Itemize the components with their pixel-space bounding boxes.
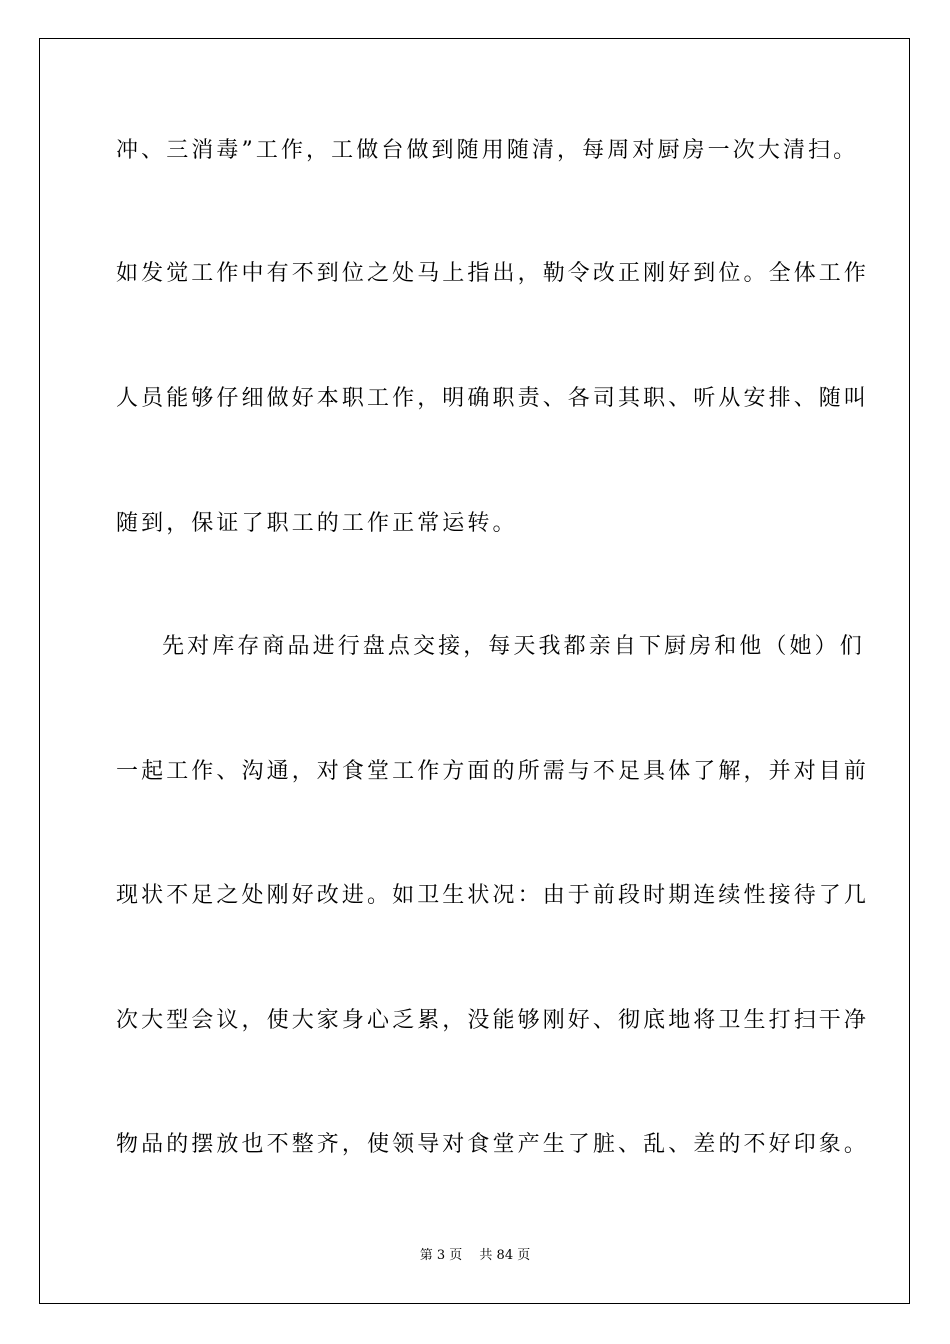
page-border [39, 38, 910, 1304]
paragraph-start-line: 先对库存商品进行盘点交接，每天我都亲自下厨房和他（她）们 [162, 634, 865, 659]
text-line-1: 冲、三消毒”工作，工做台做到随用随清，每周对厨房一次大清扫。 [116, 138, 859, 163]
text-line-8: 次大型会议，使大家身心乏累，没能够刚好、彻底地将卫生打扫干净 [116, 1008, 870, 1033]
text-line-9: 物品的摆放也不整齐，使领导对食堂产生了脏、乱、差的不好印象。 [116, 1132, 870, 1157]
text-line-7: 现状不足之处刚好改进。如卫生状况：由于前段时期连续性接待了几 [116, 883, 870, 908]
text-line-2: 如发觉工作中有不到位之处马上指出，勒令改正刚好到位。全体工作 [116, 261, 870, 286]
text-line-6: 一起工作、沟通，对食堂工作方面的所需与不足具体了解，并对目前 [116, 759, 870, 784]
page-number-footer: 第 3 页 共 84 页 [419, 1248, 531, 1263]
text-line-3: 人员能够仔细做好本职工作，明确职责、各司其职、听从安排、随叫 [116, 386, 870, 411]
text-line-4: 随到，保证了职工的工作正常运转。 [116, 511, 518, 536]
